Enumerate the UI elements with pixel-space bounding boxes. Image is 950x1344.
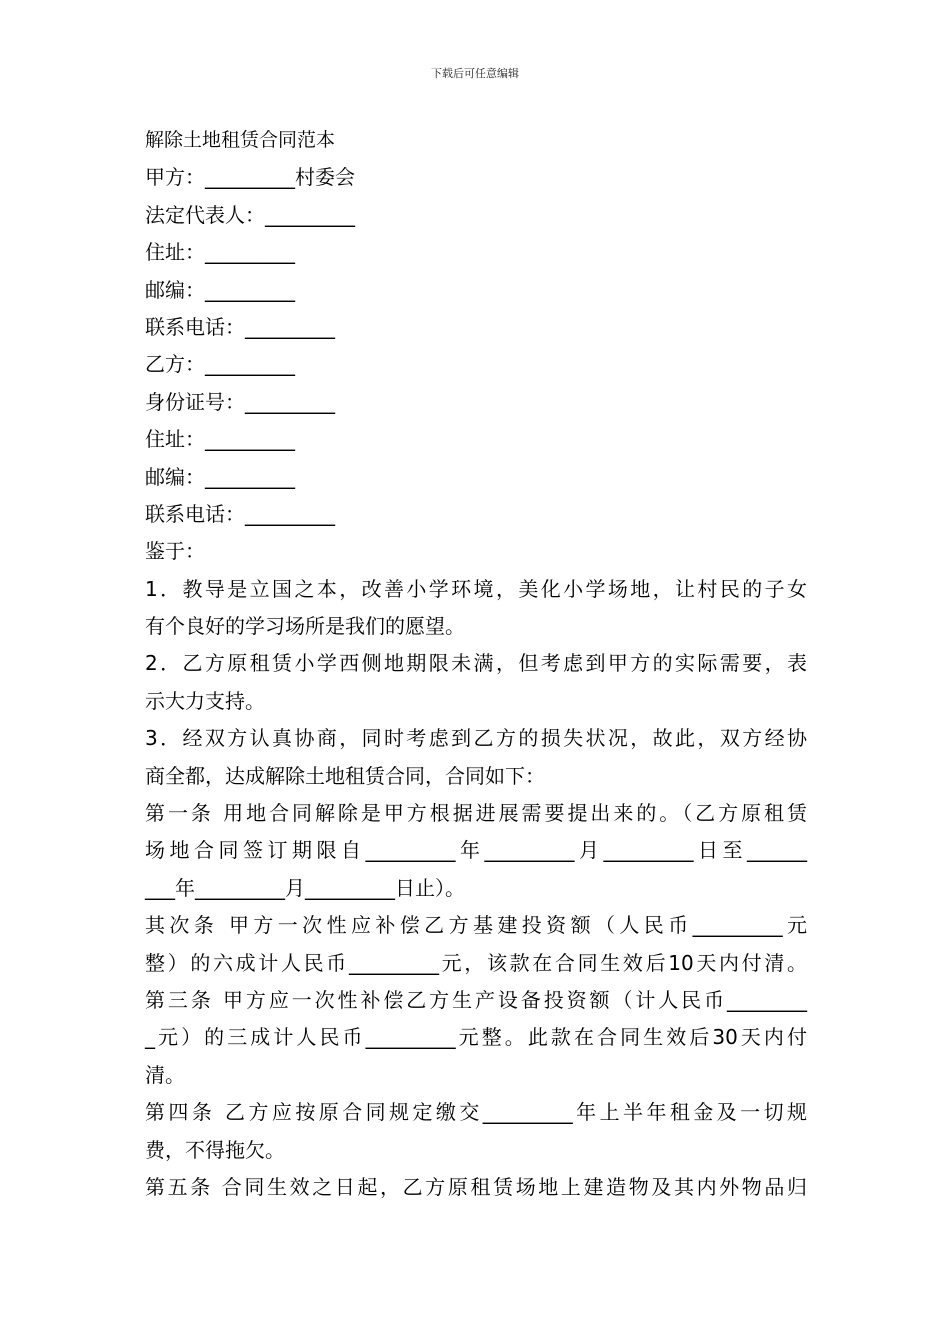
document-title: 解除土地租赁合同范本	[145, 129, 336, 151]
party-a-line: 甲方：_________村委会	[145, 165, 355, 190]
article-2-line-2: 整）的六成计人民币_________元，该款在合同生效后10天内付清。	[145, 950, 807, 975]
party-b-postcode-line: 邮编：_________	[145, 464, 295, 489]
article-1-line-2: 场地合同签订期限自_________年_________月_________日至______	[145, 838, 807, 863]
whereas-item-3-line-2: 商全都，达成解除土地租赁合同，合同如下：	[145, 763, 545, 788]
document-body	[145, 122, 807, 1206]
page-header-note: 下载后可任意编辑	[431, 67, 519, 80]
party-a-postcode-line: 邮编：_________	[145, 277, 295, 302]
whereas-item-1-line-2: 有个良好的学习场所是我们的愿望。	[145, 614, 465, 639]
article-1-line-1: 第一条 用地合同解除是甲方根据进展需要提出来的。（乙方原租赁	[145, 801, 807, 826]
party-a-address-line: 住址：_________	[145, 240, 295, 265]
article-3-line-2: _元）的三成计人民币_________元整。此款在合同生效后30天内付	[145, 1025, 807, 1050]
article-5-line-1: 第五条 合同生效之日起，乙方原租赁场地上建造物及其内外物品归	[145, 1174, 807, 1199]
party-b-id-line: 身份证号：_________	[145, 389, 335, 414]
article-3-line-1: 第三条 甲方应一次性补偿乙方生产设备投资额（计人民币________	[145, 987, 807, 1012]
party-b-address-line: 住址：_________	[145, 427, 295, 452]
party-b-line: 乙方：_________	[145, 352, 295, 377]
whereas-item-1-line-1: 1．教导是立国之本，改善小学环境，美化小学场地，让村民的子女	[145, 576, 807, 601]
article-4-line-1: 第四条 乙方应按原合同规定缴交_________年上半年租金及一切规	[145, 1100, 807, 1125]
whereas-item-2-line-1: 2．乙方原租赁小学西侧地期限未满，但考虑到甲方的实际需要，表	[145, 651, 807, 676]
whereas-heading: 鉴于：	[145, 539, 205, 564]
article-2-line-1: 其次条 甲方一次性应补偿乙方基建投资额（人民币_________元	[145, 913, 807, 938]
article-1-line-3: ___年_________月_________日止）。	[145, 875, 465, 900]
article-3-line-3: 清。	[145, 1062, 185, 1087]
article-4-line-2: 费，不得拖欠。	[145, 1137, 285, 1162]
whereas-item-3-line-1: 3．经双方认真协商，同时考虑到乙方的损失状况，故此，双方经协	[145, 726, 807, 751]
party-a-legal-rep-line: 法定代表人：_________	[145, 202, 355, 227]
party-a-phone-line: 联系电话：_________	[145, 314, 335, 339]
party-b-phone-line: 联系电话：_________	[145, 501, 335, 526]
whereas-item-2-line-2: 示大力支持。	[145, 688, 265, 713]
